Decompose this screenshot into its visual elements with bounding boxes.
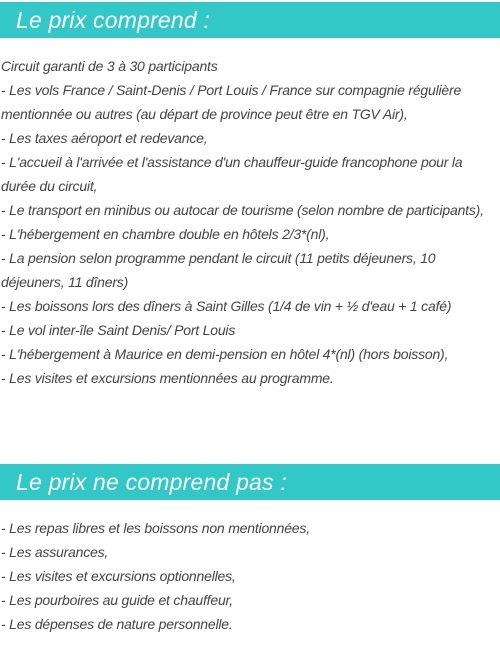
list-item: - Les pourboires au guide et chauffeur, [1,592,233,608]
included-section-header [0,2,500,38]
list-item: - Les taxes aéroport et redevance, [1,130,208,146]
list-item: - Les vols France / Saint-Denis / Port Louis / France sur compagnie régulière mentionnée ou autres (au départ de province peut être en TGV Air), [1,82,462,122]
excluded-section-header [0,464,500,500]
list-item: - Les assurances, [1,544,109,560]
list-item: - Les dépenses de nature personnelle. [1,616,233,632]
list-item: - Les boissons lors des dîners à Saint Gilles (1/4 de vin + ½ d'eau + 1 café) [1,298,452,314]
list-item: - La pension selon programme pendant le circuit (11 petits déjeuners, 10 déjeuners, 11 dîners) [1,250,436,290]
included-section-title: Le prix comprend : [16,6,211,33]
list-item: - L'accueil à l'arrivée et l'assistance d'un chauffeur-guide francophone pour la durée du circuit, [1,154,463,194]
list-item: - L'hébergement à Maurice en demi-pension en hôtel 4*(nl) (hors boisson), [1,346,449,362]
excluded-list [0,516,500,636]
list-item: - Les visites et excursions mentionnées au programme. [1,370,334,386]
list-item: - Les repas libres et les boissons non mentionnées, [1,520,310,536]
list-item: - L'hébergement en chambre double en hôtels 2/3*(nl), [1,226,330,242]
list-item: - Les visites et excursions optionnelles, [1,568,236,584]
list-item: Circuit garanti de 3 à 30 participants [1,58,218,74]
included-list [0,54,500,390]
list-item: - Le transport en minibus ou autocar de tourisme (selon nombre de participants), [1,202,484,218]
list-item: - Le vol inter-île Saint Denis/ Port Louis [1,322,236,338]
excluded-section-title: Le prix ne comprend pas : [16,468,287,495]
